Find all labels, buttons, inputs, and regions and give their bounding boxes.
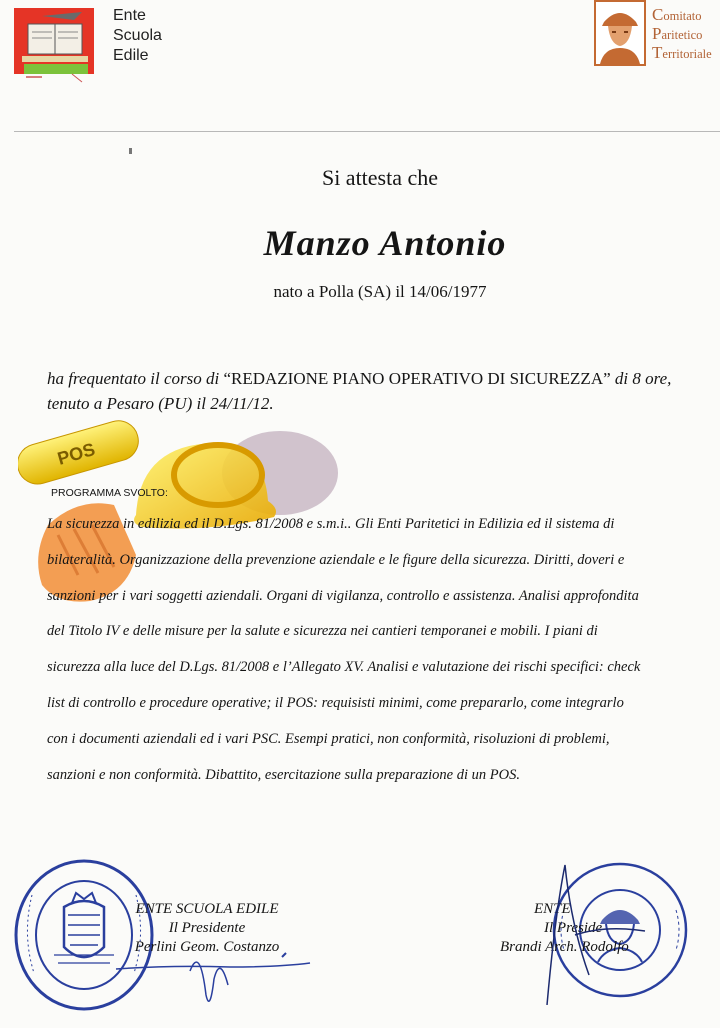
ente-scuola-edile-name [113,6,162,66]
signature-org: ENTE [534,901,571,917]
comitato-paritetico-name [652,6,712,63]
program-line: del Titolo IV e delle misure per la salute e sicurezza nei cantieri temporanei e mobili. I piani di [47,623,598,640]
course-prefix: ha frequentato il corso di [47,369,224,388]
cpt-initial: T [652,43,663,62]
signature-org: ENTE SCUOLA EDILE [135,901,279,917]
program-line: sanzioni per i vari soggetti aziendali. Organi di vigilanza, controllo e assistenza. Analisi approfondita [47,587,639,604]
program-line: sicurezza alla luce del D.Lgs. 81/2008 e l’Allegato XV. Analisi e valutazione dei rischi specifici: check [47,659,641,676]
cpt-initial: C [652,5,664,24]
program-description [47,507,715,793]
ese-line: Ente [113,7,146,24]
signature-role: Il Presidente [168,920,246,936]
program-line: list di controllo e procedure operative; il POS: requisisti minimi, come prepararlo, come integrarlo [47,694,624,711]
cpt-word: omitato [663,9,702,23]
divider-tick [129,148,132,154]
ese-line: Scuola [113,27,162,44]
ese-line: Edile [113,47,149,64]
program-line: bilateralità. Organizzazione della prevenzione aziendale e le figure della sicurezza. Diritti, doveri e [47,551,625,568]
ente-scuola-edile-logo-icon [12,2,98,84]
cpt-word: erritoriale [662,47,712,61]
attestation-heading: Si attesta che [321,165,439,190]
cpt-word: aritetico [661,28,703,42]
worker-portrait-logo-icon [594,0,646,66]
signature-role: Il Preside [544,920,603,936]
program-label: PROGRAMMA SVOLTO: [51,487,168,499]
course-suffix: di 8 ore, tenuto a Pesaro (PU) il 24/11/12. [47,369,672,413]
program-line: con i documenti aziendali ed i vari PSC. Esempi pratici, non conformità, risoluzioni di problemi, [47,730,610,747]
pos-badge-label: POS [55,439,98,469]
signature-name: Brandi Arch. Rodolfo [500,939,629,955]
recipient-name: Manzo Antonio [263,223,507,263]
program-line: La sicurezza in edilizia ed il D.Lgs. 81/2008 e s.m.i.. Gli Enti Paritetici in Edilizia ed il sistema di [47,516,615,532]
birth-info: nato a Polla (SA) il 14/06/1977 [273,282,487,301]
right-signature-scribble-icon [535,855,665,1005]
course-title: “REDAZIONE PIANO OPERATIVO DI SICUREZZA” [223,369,611,388]
cpt-initial: P [652,24,662,43]
program-line: sanzioni e non conformità. Dibattito, esercitazione sulla preparazione di un POS. [47,766,520,783]
header-divider [14,131,720,132]
signature-name: Perlini Geom. Costanzo [134,939,280,955]
left-signature-scribble-icon [110,935,315,1015]
